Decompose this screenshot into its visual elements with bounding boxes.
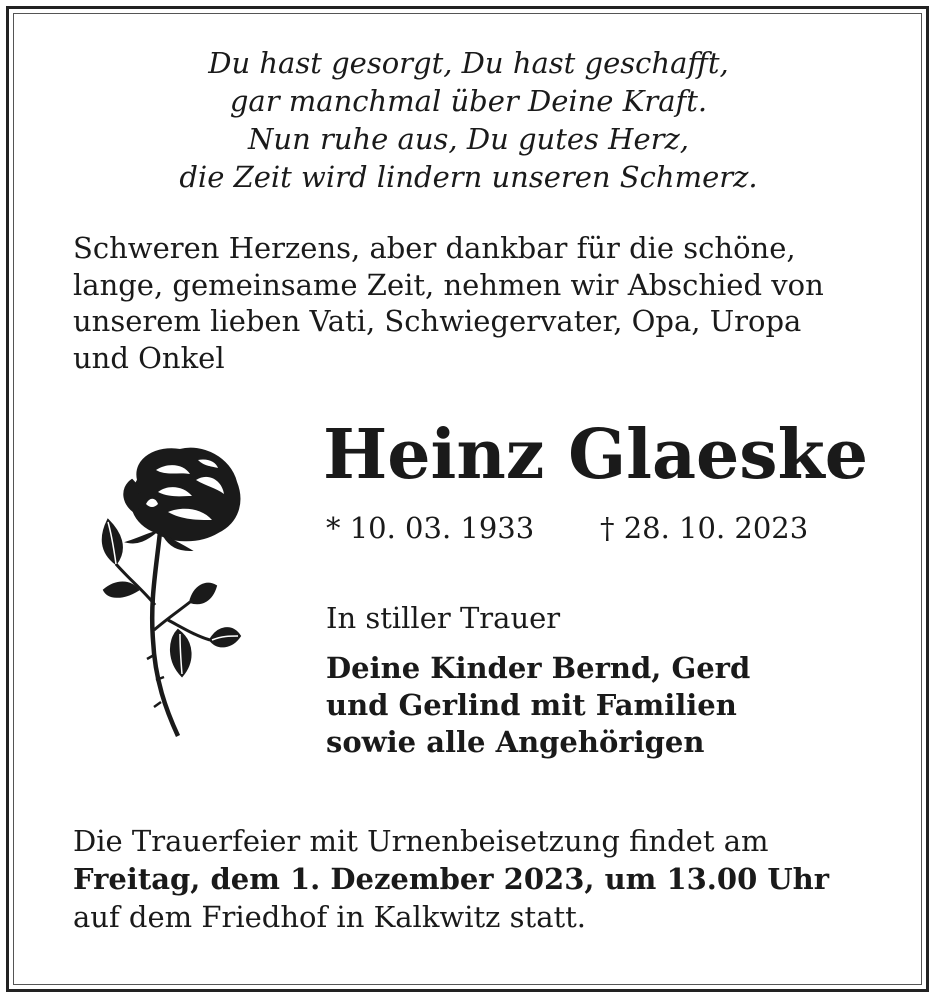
mourner-line: sowie alle Angehörigen [326,725,705,759]
funeral-location: auf dem Friedhof in Kalkwitz statt. [73,900,587,934]
intro-line: unserem lieben Vati, Schwiegervater, Opa, Uropa [73,304,802,338]
birth-date: * 10. 03. 1933 [326,511,535,545]
poem-line: die Zeit wird lindern unseren Schmerz. [179,160,758,194]
funeral-date: Freitag, dem 1. Dezember 2023, um 13.00 Uhr [73,862,829,896]
poem-line: gar manchmal über Deine Kraft. [229,84,708,118]
intro-line: und Onkel [73,340,225,375]
mourning-intro: In stiller Trauer [326,601,561,635]
deceased-name: Heinz Glaeske [323,415,868,495]
intro-line: lange, gemeinsame Zeit, nehmen wir Abschied von [73,267,824,302]
funeral-line: Die Trauerfeier mit Urnenbeisetzung findet am [73,824,769,858]
rose-icon [98,440,248,740]
mourners-list [326,650,750,761]
poem-line: Nun ruhe aus, Du gutes Herz, [248,122,689,156]
poem-line: Du hast gesorgt, Du hast geschafft, [208,46,729,80]
intro-line: Schweren Herzens, aber dankbar für die schöne, [73,231,796,265]
mourner-line: Deine Kinder Bernd, Gerd [326,651,751,685]
death-date: † 28. 10. 2023 [600,511,809,545]
poem [0,44,937,196]
funeral-info [73,822,829,936]
mourner-line: und Gerlind mit Familien [326,688,737,722]
intro-text [73,230,893,376]
